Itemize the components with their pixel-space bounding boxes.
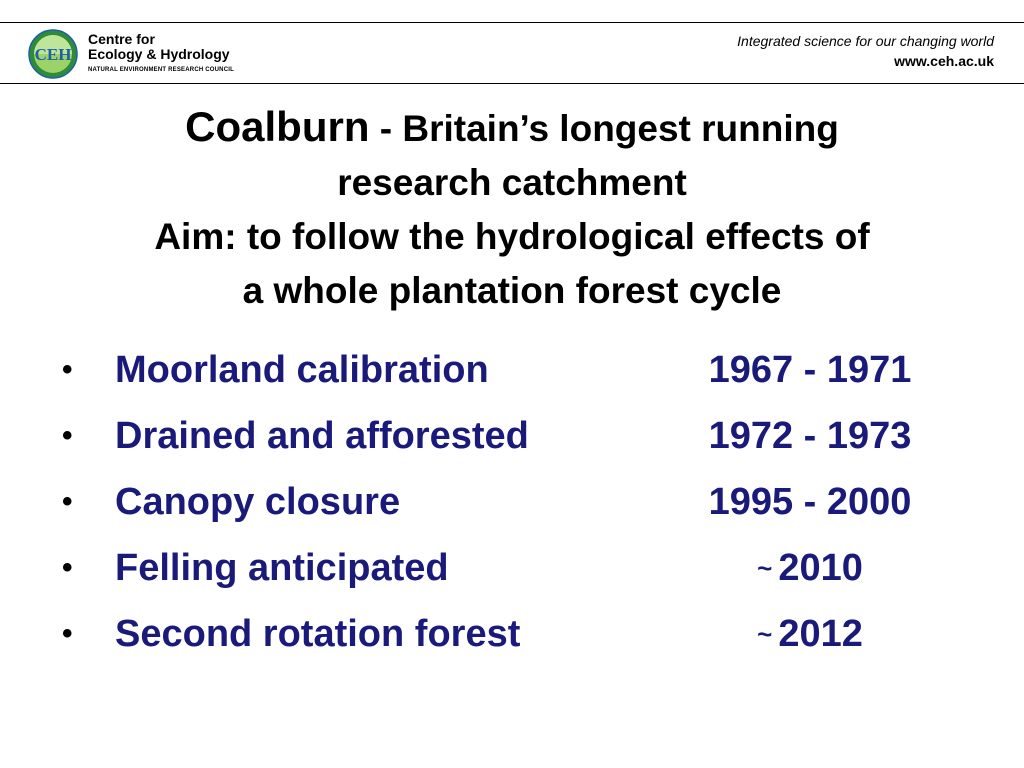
timeline-list [0,340,1024,670]
timeline-item-date-value: 2010 [778,547,863,589]
timeline-item-date-value: 1995 - 2000 [708,481,912,523]
slide-title [0,100,1024,318]
timeline-item-label: Drained and afforested [115,415,529,457]
ceh-logo[interactable] [26,28,266,80]
header-top-rule [0,22,1024,23]
header [0,0,1024,84]
ceh-logo-icon [26,28,80,80]
bullet-icon: • [62,485,73,518]
timeline-item [0,472,1024,538]
svg-text:CEH: CEH [34,45,72,64]
title-subtitle: - Britain’s longest running [369,108,839,149]
website-link[interactable]: www.ceh.ac.uk [894,53,994,69]
timeline-item [0,406,1024,472]
bullet-icon: • [62,353,73,386]
header-bottom-rule [0,83,1024,84]
timeline-item [0,604,1024,670]
timeline-item [0,538,1024,604]
logo-text-line3: NATURAL ENVIRONMENT RESEARCH COUNCIL [88,67,234,73]
timeline-item-date-value: 2012 [778,613,863,655]
title-line-4: a whole plantation forest cycle [242,270,782,311]
timeline-item-date [620,546,1000,590]
timeline-item-date [620,612,1000,656]
timeline-item-label: Felling anticipated [115,547,449,589]
approx-icon: ~ [757,619,773,649]
timeline-item-date [620,348,1000,392]
timeline-item-date-value: 1967 - 1971 [708,349,912,391]
bullet-icon: • [62,551,73,584]
logo-text-line1: Centre for [88,31,155,47]
timeline-item [0,340,1024,406]
timeline-item-label: Canopy closure [115,481,401,523]
title-line-3: Aim: to follow the hydrological effects of [154,216,870,257]
timeline-item-label: Second rotation forest [115,613,521,655]
timeline-item-date [620,480,1000,524]
tagline: Integrated science for our changing world [737,33,994,49]
bullet-icon: • [62,419,73,452]
timeline-item-label: Moorland calibration [115,349,489,391]
timeline-item-date [620,414,1000,458]
approx-icon: ~ [757,553,773,583]
title-main: Coalburn [185,103,370,150]
timeline-item-date-value: 1972 - 1973 [708,415,912,457]
bullet-icon: • [62,617,73,650]
title-line-1 [0,100,1024,156]
logo-text-line2: Ecology & Hydrology [88,46,230,62]
title-line-2: research catchment [337,162,687,203]
